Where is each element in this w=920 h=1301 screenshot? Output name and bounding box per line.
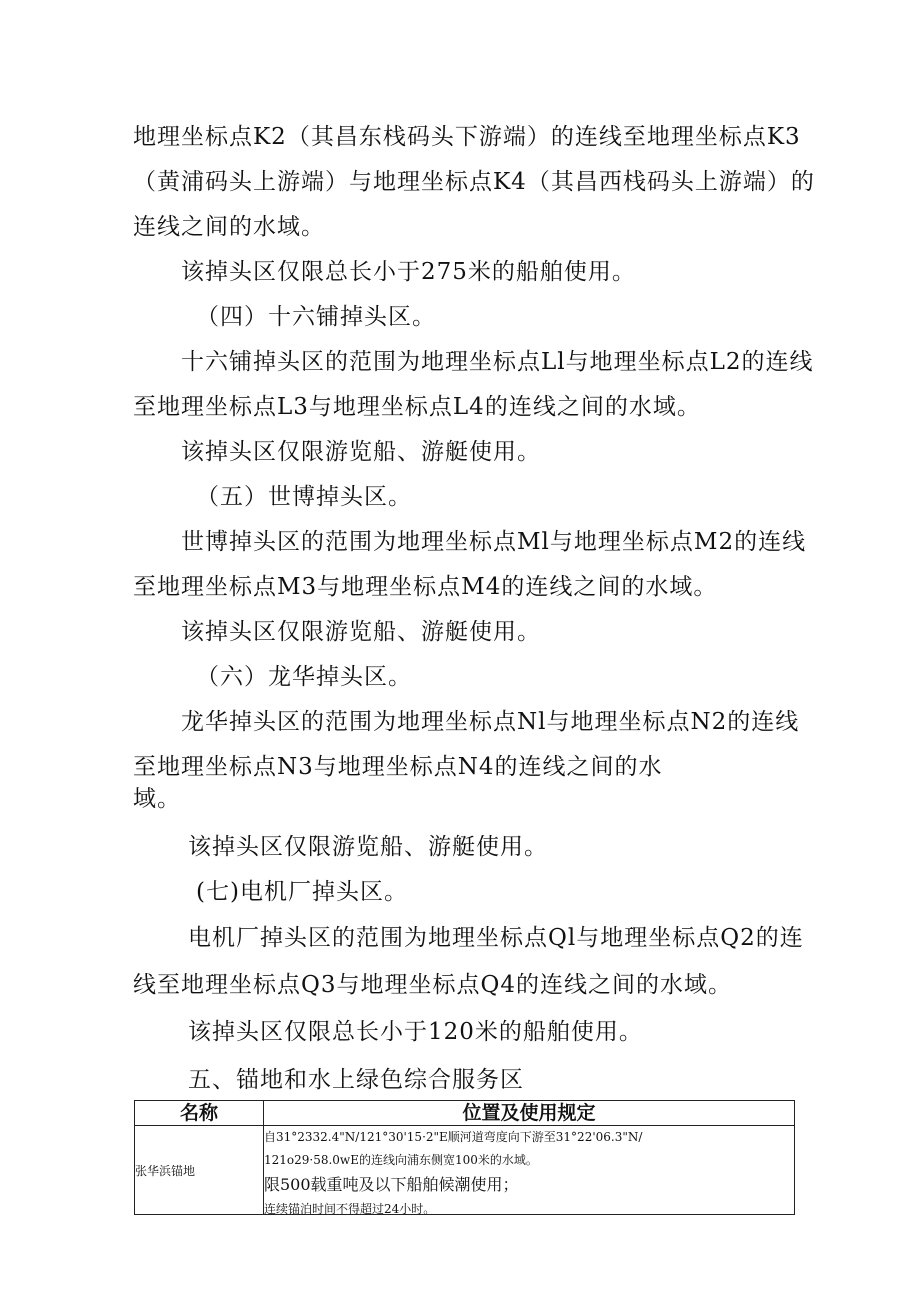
paragraph-q-line1: 电机厂掉头区的范围为地理坐标点Ql与地理坐标点Q2的连 bbox=[188, 925, 804, 951]
paragraph-k-line2: （黄浦码头上游端）与地理坐标点K4（其昌西栈码头上游端）的 bbox=[133, 169, 815, 195]
rules-line-3: 限500载重吨及以下船舶候潮使用； bbox=[264, 1175, 519, 1194]
paragraph-n-line2: 至地理坐标点N3与地理坐标点N4的连线之间的水 bbox=[133, 754, 663, 780]
paragraph-q-restriction: 该掉头区仅限总长小于120米的船舶使用。 bbox=[188, 1019, 643, 1045]
heading-longhua: （六）龙华掉头区。 bbox=[196, 664, 412, 690]
paragraph-n-restriction: 该掉头区仅限游览船、游艇使用。 bbox=[188, 834, 548, 860]
rules-line-1: 自31°2332.4"N/121°30'15·2"E顺河道弯度向下游至31°22'06.3"N/ bbox=[264, 1130, 643, 1144]
paragraph-m-line1: 世博掉头区的范围为地理坐标点Ml与地理坐标点M2的连线 bbox=[181, 529, 807, 555]
paragraph-n-line3: 域。 bbox=[133, 786, 181, 812]
anchorage-name: 张华浜锚地 bbox=[135, 1126, 264, 1215]
header-position-rules: 位置及使用规定 bbox=[264, 1101, 795, 1126]
paragraph-l-restriction: 该掉头区仅限游览船、游艇使用。 bbox=[181, 439, 541, 465]
paragraph-k-line1: 地理坐标点K2（其昌东栈码头下游端）的连线至地理坐标点K3 bbox=[133, 124, 801, 150]
rules-line-4: 连续锚泊时间不得超过24小时。 bbox=[264, 1202, 436, 1214]
paragraph-q-line2: 线至地理坐标点Q3与地理坐标点Q4的连线之间的水域。 bbox=[133, 972, 732, 998]
paragraph-k-line3: 连线之间的水域。 bbox=[133, 214, 325, 240]
table-header-row bbox=[135, 1101, 795, 1126]
anchorage-rules-cell bbox=[264, 1126, 795, 1215]
paragraph-l-line1: 十六铺掉头区的范围为地理坐标点Ll与地理坐标点L2的连线 bbox=[181, 349, 814, 375]
table-row bbox=[135, 1126, 795, 1215]
paragraph-m-line2: 至地理坐标点M3与地理坐标点M4的连线之间的水域。 bbox=[133, 574, 718, 600]
section-heading-anchorage: 五、锚地和水上绿色综合服务区 bbox=[188, 1067, 524, 1093]
paragraph-l-line2: 至地理坐标点L3与地理坐标点L4的连线之间的水域。 bbox=[133, 394, 701, 420]
paragraph-m-restriction: 该掉头区仅限游览船、游艇使用。 bbox=[181, 619, 541, 645]
heading-shiliupu: （四）十六铺掉头区。 bbox=[196, 304, 436, 330]
heading-shibo: （五）世博掉头区。 bbox=[196, 484, 412, 510]
heading-dianjichang: (七)电机厂掉头区。 bbox=[196, 879, 408, 905]
anchorage-table bbox=[134, 1100, 795, 1215]
paragraph-k-restriction: 该掉头区仅限总长小于275米的船舶使用。 bbox=[181, 259, 636, 285]
rules-line-2: 121o29·58.0wE的连线向浦东侧宽100米的水域。 bbox=[264, 1153, 538, 1167]
paragraph-n-line1: 龙华掉头区的范围为地理坐标点Nl与地理坐标点N2的连线 bbox=[181, 709, 800, 735]
header-name: 名称 bbox=[135, 1101, 264, 1126]
